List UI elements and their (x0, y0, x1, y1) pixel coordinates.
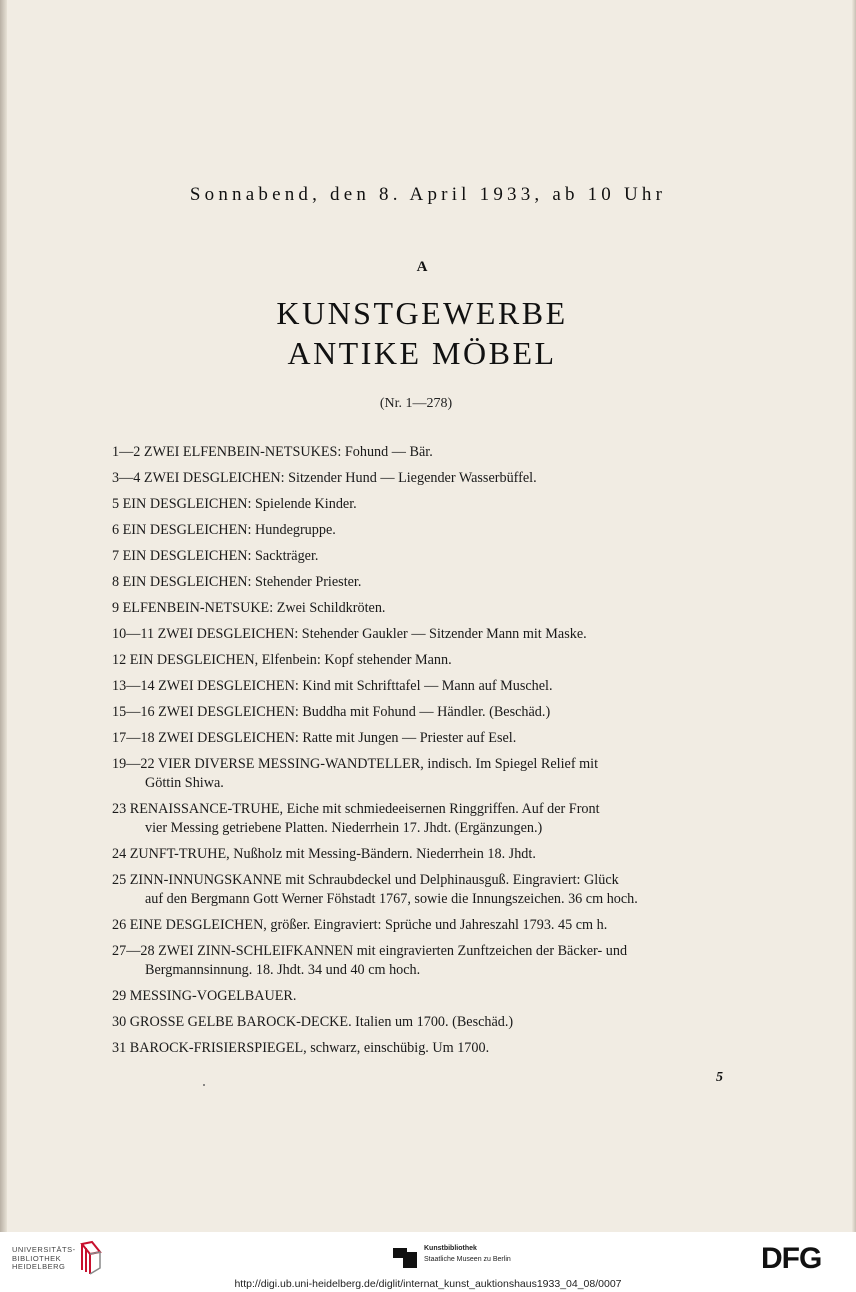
page-title-line2: ANTIKE MÖBEL (287, 335, 557, 371)
lot-entry (112, 942, 728, 980)
lot-entry (112, 573, 728, 592)
dfg-logo: DFG (761, 1242, 822, 1275)
kb-label-line1: Kunstbibliothek (424, 1245, 477, 1252)
lot-number: 27—28 (112, 943, 155, 959)
lot-entry (112, 845, 728, 864)
lot-description: MESSING-VOGELBAUER. (129, 988, 297, 1004)
lot-number: 12 (112, 652, 127, 668)
lot-number: 7 (112, 548, 120, 564)
lot-number: 17—18 (112, 730, 155, 746)
lot-entry (112, 625, 728, 644)
lot-entry (112, 729, 728, 748)
uni-label-line3: HEIDELBERG (12, 1262, 66, 1271)
lot-description: ZUNFT-TRUHE, Nußholz mit Messing-Bändern. Niederrhein 18. Jhdt. (129, 846, 536, 862)
lot-entry (112, 871, 728, 909)
lot-number: 25 (112, 872, 127, 888)
lot-description: EIN DESGLEICHEN: Spielende Kinder. (122, 496, 357, 512)
lot-number: 6 (112, 522, 120, 538)
page-title-line1: KUNSTGEWERBE (276, 295, 568, 331)
lot-entry (112, 443, 728, 462)
lot-number: 10—11 (112, 626, 155, 642)
lot-entry (112, 677, 728, 696)
uni-library-label (12, 1246, 76, 1272)
lot-entry (112, 800, 728, 838)
lot-description: ZWEI DESGLEICHEN: Ratte mit Jungen — Priester auf Esel. (158, 730, 517, 746)
lot-entry (112, 1013, 728, 1032)
lot-description-continued: vier Messing getriebene Platten. Niederrhein 17. Jhdt. (Ergänzungen.) (145, 820, 543, 836)
lot-number: 1—2 (112, 444, 141, 460)
kunstbibliothek-label (424, 1243, 511, 1265)
lot-number: 13—14 (112, 678, 155, 694)
lot-number: 23 (112, 801, 127, 817)
lot-entry (112, 599, 728, 618)
lot-description: BAROCK-FRISIERSPIEGEL, schwarz, einschübig. Um 1700. (129, 1040, 490, 1056)
lot-entry (112, 703, 728, 722)
lot-description: EIN DESGLEICHEN, Elfenbein: Kopf stehender Mann. (129, 652, 452, 668)
lot-entry (112, 916, 728, 935)
lot-number: 30 (112, 1014, 127, 1030)
uni-label-line2: BIBLIOTHEK (12, 1253, 62, 1263)
lot-description: ZWEI DESGLEICHEN: Buddha mit Fohund — Händler. (Beschäd.) (158, 704, 551, 720)
lot-number: 31 (112, 1040, 127, 1056)
kb-label-line2: Staatliche Museen zu Berlin (424, 1256, 511, 1263)
speck (203, 1084, 205, 1086)
lot-number-range: (Nr. 1—278) (379, 396, 453, 411)
lot-description: ZWEI ZINN-SCHLEIFKANNEN mit eingravierten Zunftzeichen der Bäcker- und (158, 943, 628, 959)
lot-description: VIER DIVERSE MESSING-WANDTELLER, indisch. Im Spiegel Relief mit (157, 756, 599, 772)
lot-description: EIN DESGLEICHEN: Sackträger. (122, 548, 319, 564)
lot-description-continued: Göttin Shiwa. (145, 775, 224, 791)
lot-description-continued: Bergmannsinnung. 18. Jhdt. 34 und 40 cm hoch. (145, 962, 421, 978)
lot-entry (112, 651, 728, 670)
page-number: 5 (716, 1070, 723, 1085)
lot-entry (112, 495, 728, 514)
section-letter: A (416, 259, 428, 275)
lot-entry (112, 987, 728, 1006)
lot-number: 29 (112, 988, 127, 1004)
lot-description: ZWEI DESGLEICHEN: Sitzender Hund — Liegender Wasserbüffel. (143, 470, 537, 486)
uni-label-line1: UNIVERSITÄTS- (12, 1245, 76, 1254)
lot-number: 3—4 (112, 470, 141, 486)
lot-description: ZINN-INNUNGSKANNE mit Schraubdeckel und Delphinausguß. Eingraviert: Glück (129, 872, 619, 888)
lot-description: ZWEI DESGLEICHEN: Kind mit Schrifttafel — Mann auf Muschel. (158, 678, 553, 694)
lot-entry (112, 521, 728, 540)
lot-list (112, 443, 728, 1065)
lot-entry (112, 547, 728, 566)
lot-description: EIN DESGLEICHEN: Stehender Priester. (122, 574, 362, 590)
lot-description: GROSSE GELBE BAROCK-DECKE. Italien um 1700. (Beschäd.) (129, 1014, 514, 1030)
lot-number: 5 (112, 496, 120, 512)
lot-number: 24 (112, 846, 127, 862)
lot-description: ZWEI DESGLEICHEN: Stehender Gaukler — Sitzender Mann mit Maske. (157, 626, 587, 642)
lot-entry (112, 755, 728, 793)
lot-entry (112, 469, 728, 488)
lot-number: 15—16 (112, 704, 155, 720)
lot-number: 9 (112, 600, 120, 616)
lot-description: EIN DESGLEICHEN: Hundegruppe. (122, 522, 336, 538)
lot-description: ELFENBEIN-NETSUKE: Zwei Schildkröten. (122, 600, 386, 616)
lot-description: RENAISSANCE-TRUHE, Eiche mit schmiedeeisernen Ringgriffen. Auf der Front (129, 801, 600, 817)
lot-entry (112, 1039, 728, 1058)
lot-number: 19—22 (112, 756, 155, 772)
uni-heidelberg-logo-icon (78, 1240, 102, 1276)
auction-date-line: Sonnabend, den 8. April 1933, ab 10 Uhr (189, 184, 667, 205)
lot-description: ZWEI ELFENBEIN-NETSUKES: Fohund — Bär. (143, 444, 433, 460)
lot-description: EINE DESGLEICHEN, größer. Eingraviert: Sprüche und Jahreszahl 1793. 45 cm h. (129, 917, 608, 933)
kunstbibliothek-logo-icon (391, 1242, 419, 1270)
lot-number: 8 (112, 574, 120, 590)
lot-description-continued: auf den Bergmann Gott Werner Föhstadt 1767, sowie die Innungszeichen. 36 cm hoch. (145, 891, 638, 907)
lot-number: 26 (112, 917, 127, 933)
source-url[interactable]: http://digi.ub.uni-heidelberg.de/diglit/internat_kunst_auktionshaus1933_04_08/0007 (234, 1278, 622, 1290)
